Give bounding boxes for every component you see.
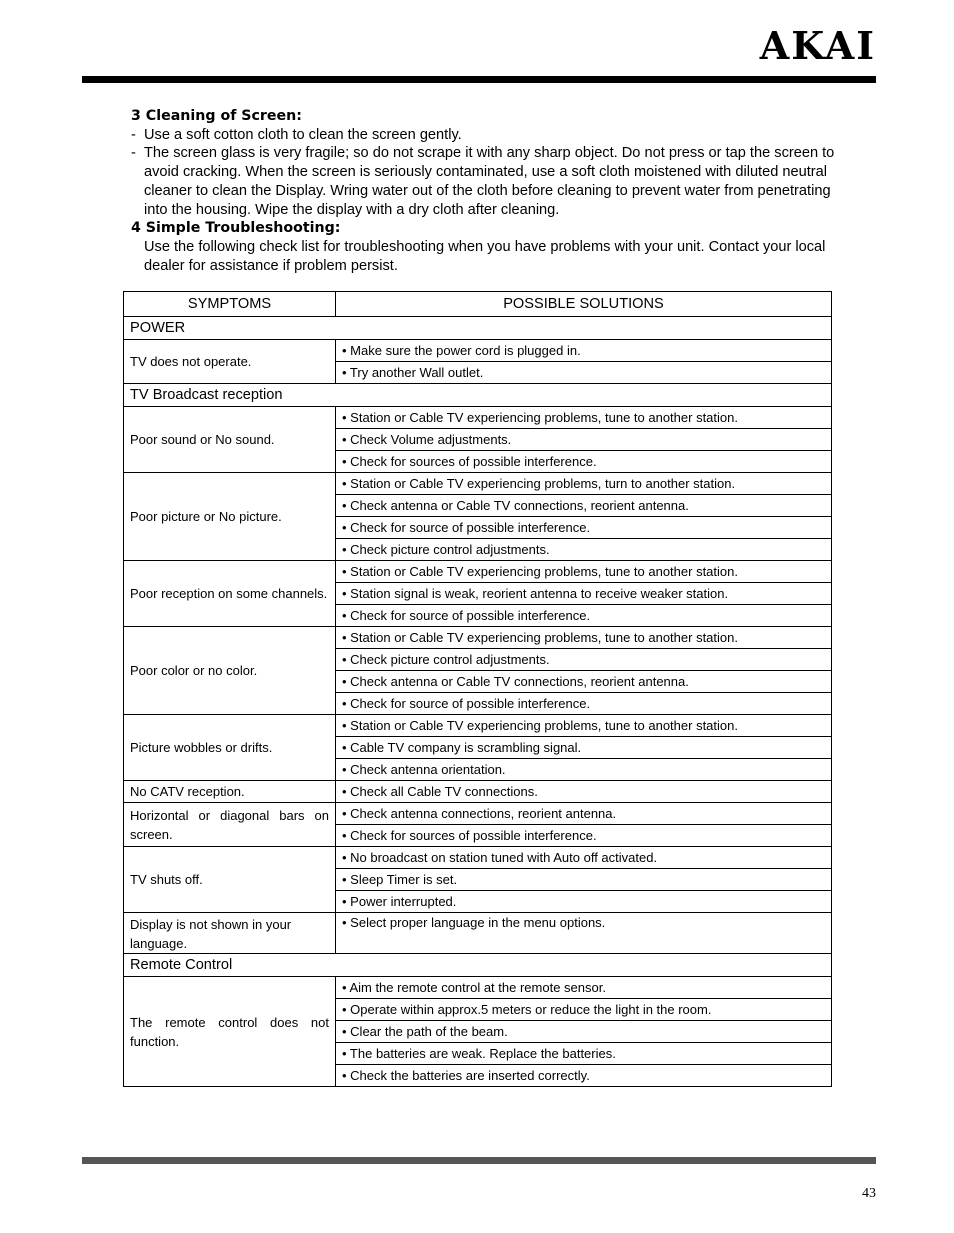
solution-cell: • Check picture control adjustments.: [336, 539, 832, 561]
symptom-cell: TV shuts off.: [124, 847, 336, 913]
table-row: [124, 847, 832, 869]
table-row: [124, 913, 832, 954]
section-label: Remote Control: [124, 954, 832, 977]
symptom-cell: Poor color or no color.: [124, 627, 336, 715]
solution-cell: • Check antenna or Cable TV connections, reorient antenna.: [336, 671, 832, 693]
solution-cell: • Check the batteries are inserted correctly.: [336, 1065, 832, 1087]
solution-cell: • Station signal is weak, reorient antenna to receive weaker station.: [336, 583, 832, 605]
table-row: [124, 803, 832, 825]
solution-cell: • Station or Cable TV experiencing problems, turn to another station.: [336, 473, 832, 495]
cleaning-item: [131, 126, 841, 145]
solution-cell: • Check antenna orientation.: [336, 759, 832, 781]
symptom-cell: Horizontal or diagonal bars on screen.: [124, 803, 336, 847]
solution-cell: • Check for source of possible interference.: [336, 693, 832, 715]
solution-cell: • Station or Cable TV experiencing problems, tune to another station.: [336, 407, 832, 429]
solution-cell: • Select proper language in the menu options.: [336, 913, 832, 954]
akai-logo: AKAI: [759, 23, 876, 68]
table-header-row: [124, 292, 832, 317]
cleaning-item: [131, 144, 841, 219]
solution-cell: • Check antenna connections, reorient antenna.: [336, 803, 832, 825]
troubleshooting-table: [123, 291, 832, 1087]
solution-cell: • Sleep Timer is set.: [336, 869, 832, 891]
solution-cell: • Check all Cable TV connections.: [336, 781, 832, 803]
header-rule: [82, 76, 876, 83]
table-row: [124, 977, 832, 999]
symptom-cell: Picture wobbles or drifts.: [124, 715, 336, 781]
table-row: [124, 627, 832, 649]
section-row: [124, 954, 832, 977]
footer-rule: [82, 1157, 876, 1164]
solution-cell: • Check for source of possible interference.: [336, 517, 832, 539]
solution-cell: • Power interrupted.: [336, 891, 832, 913]
solution-cell: • Check picture control adjustments.: [336, 649, 832, 671]
troubleshooting-intro: Use the following check list for troubleshooting when you have problems with your unit. Contact your local dealer for assistance if problem persist.: [144, 238, 826, 274]
solution-cell: • Clear the path of the beam.: [336, 1021, 832, 1043]
section-label: POWER: [124, 317, 832, 340]
solution-cell: • Operate within approx.5 meters or reduce the light in the room.: [336, 999, 832, 1021]
symptoms-header: SYMPTOMS: [124, 292, 336, 317]
cleaning-item-text: Use a soft cotton cloth to clean the screen gently.: [144, 126, 462, 143]
symptom-cell: Poor reception on some channels.: [124, 561, 336, 627]
solution-cell: • Cable TV company is scrambling signal.: [336, 737, 832, 759]
symptom-cell: Poor picture or No picture.: [124, 473, 336, 561]
section-label: TV Broadcast reception: [124, 384, 832, 407]
solution-cell: • Make sure the power cord is plugged in.: [336, 340, 832, 362]
table-row: [124, 407, 832, 429]
solution-cell: • Station or Cable TV experiencing problems, tune to another station.: [336, 627, 832, 649]
page-number: 43: [862, 1186, 876, 1201]
dash-marker: -: [131, 126, 136, 143]
symptom-cell: Poor sound or No sound.: [124, 407, 336, 473]
cleaning-heading: 3 Cleaning of Screen:: [131, 108, 302, 124]
symptom-cell: TV does not operate.: [124, 340, 336, 384]
intro-text: [131, 107, 841, 275]
solution-cell: • Check for source of possible interference.: [336, 605, 832, 627]
table-row: [124, 473, 832, 495]
solution-cell: • Station or Cable TV experiencing problems, tune to another station.: [336, 715, 832, 737]
symptom-cell: The remote control does not function.: [124, 977, 336, 1087]
symptom-cell: Display is not shown in your language.: [124, 913, 336, 954]
table-row: [124, 561, 832, 583]
symptom-cell: No CATV reception.: [124, 781, 336, 803]
solution-cell: • Try another Wall outlet.: [336, 362, 832, 384]
solution-cell: • Check for sources of possible interference.: [336, 825, 832, 847]
cleaning-item-text: The screen glass is very fragile; so do not scrape it with any sharp object. Do not press or tap the screen to avoid cracking. When the screen is seriously contaminated, use a soft cloth moistened with diluted neutral cleaner to clean the Display. Wring water out of the cloth before cleaning to prevent water from penetrating into the housing. Wipe the display with a dry cloth after cleaning.: [144, 145, 835, 218]
section-row: [124, 384, 832, 407]
table-row: [124, 781, 832, 803]
solution-cell: • Check antenna or Cable TV connections, reorient antenna.: [336, 495, 832, 517]
table-row: [124, 340, 832, 362]
solution-cell: • Check for sources of possible interference.: [336, 451, 832, 473]
solution-cell: • Check Volume adjustments.: [336, 429, 832, 451]
troubleshooting-heading: 4 Simple Troubleshooting:: [131, 220, 341, 237]
solution-cell: • No broadcast on station tuned with Auto off activated.: [336, 847, 832, 869]
solution-cell: • Station or Cable TV experiencing problems, tune to another station.: [336, 561, 832, 583]
table-body: [124, 317, 832, 1087]
solution-cell: • The batteries are weak. Replace the batteries.: [336, 1043, 832, 1065]
section-row: [124, 317, 832, 340]
table-row: [124, 715, 832, 737]
dash-marker: -: [131, 145, 136, 162]
solutions-header: POSSIBLE SOLUTIONS: [336, 292, 832, 317]
solution-cell: • Aim the remote control at the remote sensor.: [336, 977, 832, 999]
